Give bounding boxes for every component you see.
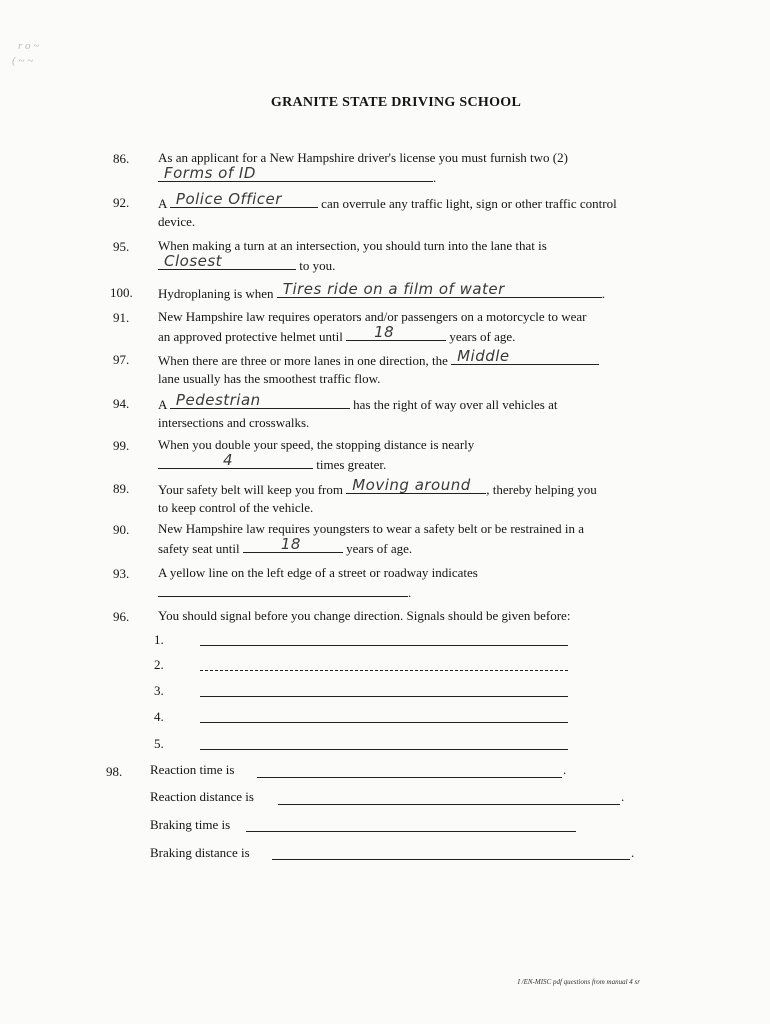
handwritten-answer: Forms of ID bbox=[164, 164, 256, 182]
handwritten-answer: 4 bbox=[223, 451, 234, 469]
answer-blank bbox=[346, 476, 486, 494]
answer-blank bbox=[170, 391, 350, 409]
answer-blank bbox=[158, 451, 313, 469]
punctuation: . bbox=[563, 762, 567, 777]
q98-reaction-distance: Reaction distance is bbox=[150, 789, 254, 804]
answer-line bbox=[200, 749, 568, 750]
signal-item-number: 5. bbox=[154, 736, 164, 751]
question-91: New Hampshire law requires operators and/or passengers on a motorcycle to wear an approved protective helmet until 18 years of age. bbox=[158, 309, 587, 344]
answer-line bbox=[200, 722, 568, 723]
answer-line bbox=[278, 804, 620, 805]
question-text: As an applicant for a New Hampshire driver's license you must furnish two (2) bbox=[158, 150, 568, 165]
question-number: 97. bbox=[113, 352, 130, 367]
answer-line bbox=[200, 696, 568, 697]
question-92: A Police Officer can overrule any traffic light, sign or other traffic control device. bbox=[158, 190, 617, 229]
handwritten-answer: 18 bbox=[374, 323, 395, 341]
answer-blank bbox=[158, 164, 433, 182]
question-93: A yellow line on the left edge of a street or roadway indicates . bbox=[158, 565, 478, 600]
footer-note: I /EN-MISC pdf questions from manual 4 sr bbox=[517, 978, 640, 986]
handwritten-answer: Tires ride on a film of water bbox=[282, 280, 505, 298]
answer-blank bbox=[346, 323, 446, 341]
punctuation: . bbox=[621, 789, 625, 804]
question-89: Your safety belt will keep you from Moving around , thereby helping you to keep control of the vehicle. bbox=[158, 476, 597, 515]
q98-braking-distance: Braking distance is bbox=[150, 845, 250, 860]
handwritten-answer: Moving around bbox=[352, 476, 471, 494]
answer-blank bbox=[158, 252, 296, 270]
signal-item-number: 4. bbox=[154, 709, 164, 724]
question-86: As an applicant for a New Hampshire driver's license you must furnish two (2) Forms of ID . bbox=[158, 150, 568, 185]
handwritten-answer: 18 bbox=[280, 535, 301, 553]
question-96: You should signal before you change direction. Signals should be given before: bbox=[158, 608, 571, 623]
answer-line bbox=[200, 670, 568, 671]
q98-braking-time: Braking time is bbox=[150, 817, 231, 832]
page-title: GRANITE STATE DRIVING SCHOOL bbox=[270, 95, 522, 110]
question-number: 91. bbox=[113, 310, 130, 325]
question-number: 86. bbox=[113, 151, 130, 166]
answer-blank bbox=[277, 280, 602, 298]
answer-line bbox=[246, 831, 576, 832]
answer-blank bbox=[158, 582, 408, 597]
question-94: A Pedestrian has the right of way over all vehicles at intersections and crosswalks. bbox=[158, 391, 558, 430]
question-number: 92. bbox=[113, 195, 130, 210]
signal-item-number: 2. bbox=[154, 657, 164, 672]
handwritten-answer: Police Officer bbox=[175, 190, 282, 208]
handwritten-answer: Middle bbox=[457, 347, 510, 365]
question-number: 95. bbox=[113, 239, 130, 254]
answer-blank bbox=[451, 347, 599, 365]
question-95: When making a turn at an intersection, you should turn into the lane that is Closest to you. bbox=[158, 238, 547, 273]
question-98-label: Reaction time is bbox=[150, 762, 235, 777]
question-number: 96. bbox=[113, 609, 130, 624]
question-number: 90. bbox=[113, 522, 130, 537]
question-number: 93. bbox=[113, 566, 130, 581]
question-number: 94. bbox=[113, 396, 130, 411]
signal-item-number: 3. bbox=[154, 683, 164, 698]
answer-blank bbox=[170, 190, 318, 208]
handwritten-answer: Pedestrian bbox=[175, 391, 261, 409]
question-90: New Hampshire law requires youngsters to wear a safety belt or be restrained in a safety seat until 18 years of age. bbox=[158, 521, 584, 556]
signal-item-number: 1. bbox=[154, 632, 164, 647]
answer-blank bbox=[243, 535, 343, 553]
question-99: When you double your speed, the stopping distance is nearly 4 times greater. bbox=[158, 437, 475, 472]
answer-line bbox=[257, 777, 562, 778]
punctuation: . bbox=[631, 845, 635, 860]
scan-mark: ( ~ ~ bbox=[12, 55, 34, 67]
answer-line bbox=[272, 859, 630, 860]
question-number: 99. bbox=[113, 438, 130, 453]
question-number: 89. bbox=[113, 481, 130, 496]
question-number: 98. bbox=[106, 764, 123, 779]
scan-mark: r o ~ bbox=[18, 40, 40, 52]
question-100: Hydroplaning is when Tires ride on a film of water . bbox=[158, 280, 606, 301]
question-number: 100. bbox=[110, 285, 133, 300]
handwritten-answer: Closest bbox=[164, 252, 223, 270]
question-97: When there are three or more lanes in one direction, the Middle lane usually has the smoothest traffic flow. bbox=[158, 350, 599, 388]
answer-line bbox=[200, 645, 568, 646]
